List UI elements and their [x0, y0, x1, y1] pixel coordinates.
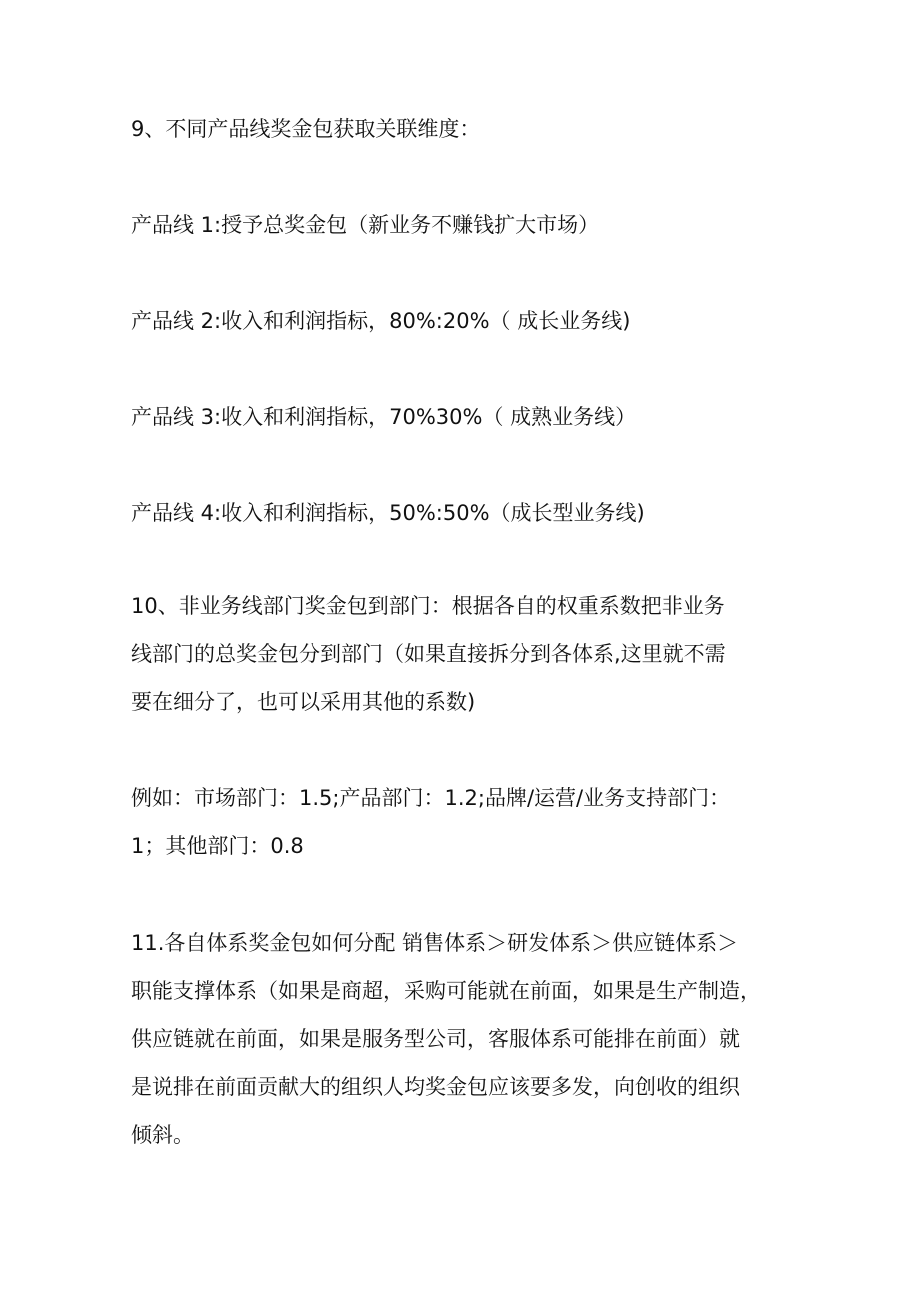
text-line: 9、不同产品线奖金包获取关联维度：	[131, 117, 481, 141]
heading-item-9	[131, 105, 811, 153]
text-line: 产品线 4:收入和利润指标，50%:50%（成长型业务线)	[131, 501, 645, 525]
text-line: 是说排在前面贡献大的组织人均奖金包应该要多发，向创收的组织	[131, 1075, 740, 1099]
text-line: 10、非业务线部门奖金包到部门：根据各自的权重系数把非业务	[131, 594, 725, 618]
item-11-paragraph	[131, 919, 811, 1159]
text-line: 倾斜。	[131, 1123, 194, 1147]
product-line-2	[131, 297, 811, 345]
text-line: 产品线 2:收入和利润指标，80%:20%（ 成长业务线)	[131, 309, 631, 333]
product-line-4	[131, 489, 811, 537]
text-line: 例如：市场部门：1.5;产品部门：1.2;品牌/运营/业务支持部门：	[131, 786, 731, 810]
text-line: 产品线 1:授予总奖金包（新业务不赚钱扩大市场）	[131, 213, 600, 237]
text-line: 11.各自体系奖金包如何分配 销售体系＞研发体系＞供应链体系＞	[131, 931, 739, 955]
item-10-paragraph	[131, 582, 811, 726]
example-paragraph	[131, 774, 811, 870]
text-line: 要在细分了，也可以采用其他的系数)	[131, 690, 476, 714]
text-line: 产品线 3:收入和利润指标，70%30%（ 成熟业务线）	[131, 405, 637, 429]
product-line-3	[131, 393, 811, 441]
text-line: 1；其他部门：0.8	[131, 834, 304, 858]
text-line: 职能支撑体系（如果是商超，采购可能就在前面，如果是生产制造，	[131, 979, 761, 1003]
text-line: 线部门的总奖金包分到部门（如果直接拆分到各体系,这里就不需	[131, 642, 726, 666]
product-line-1	[131, 201, 811, 249]
text-line: 供应链就在前面，如果是服务型公司，客服体系可能排在前面）就	[131, 1027, 740, 1051]
